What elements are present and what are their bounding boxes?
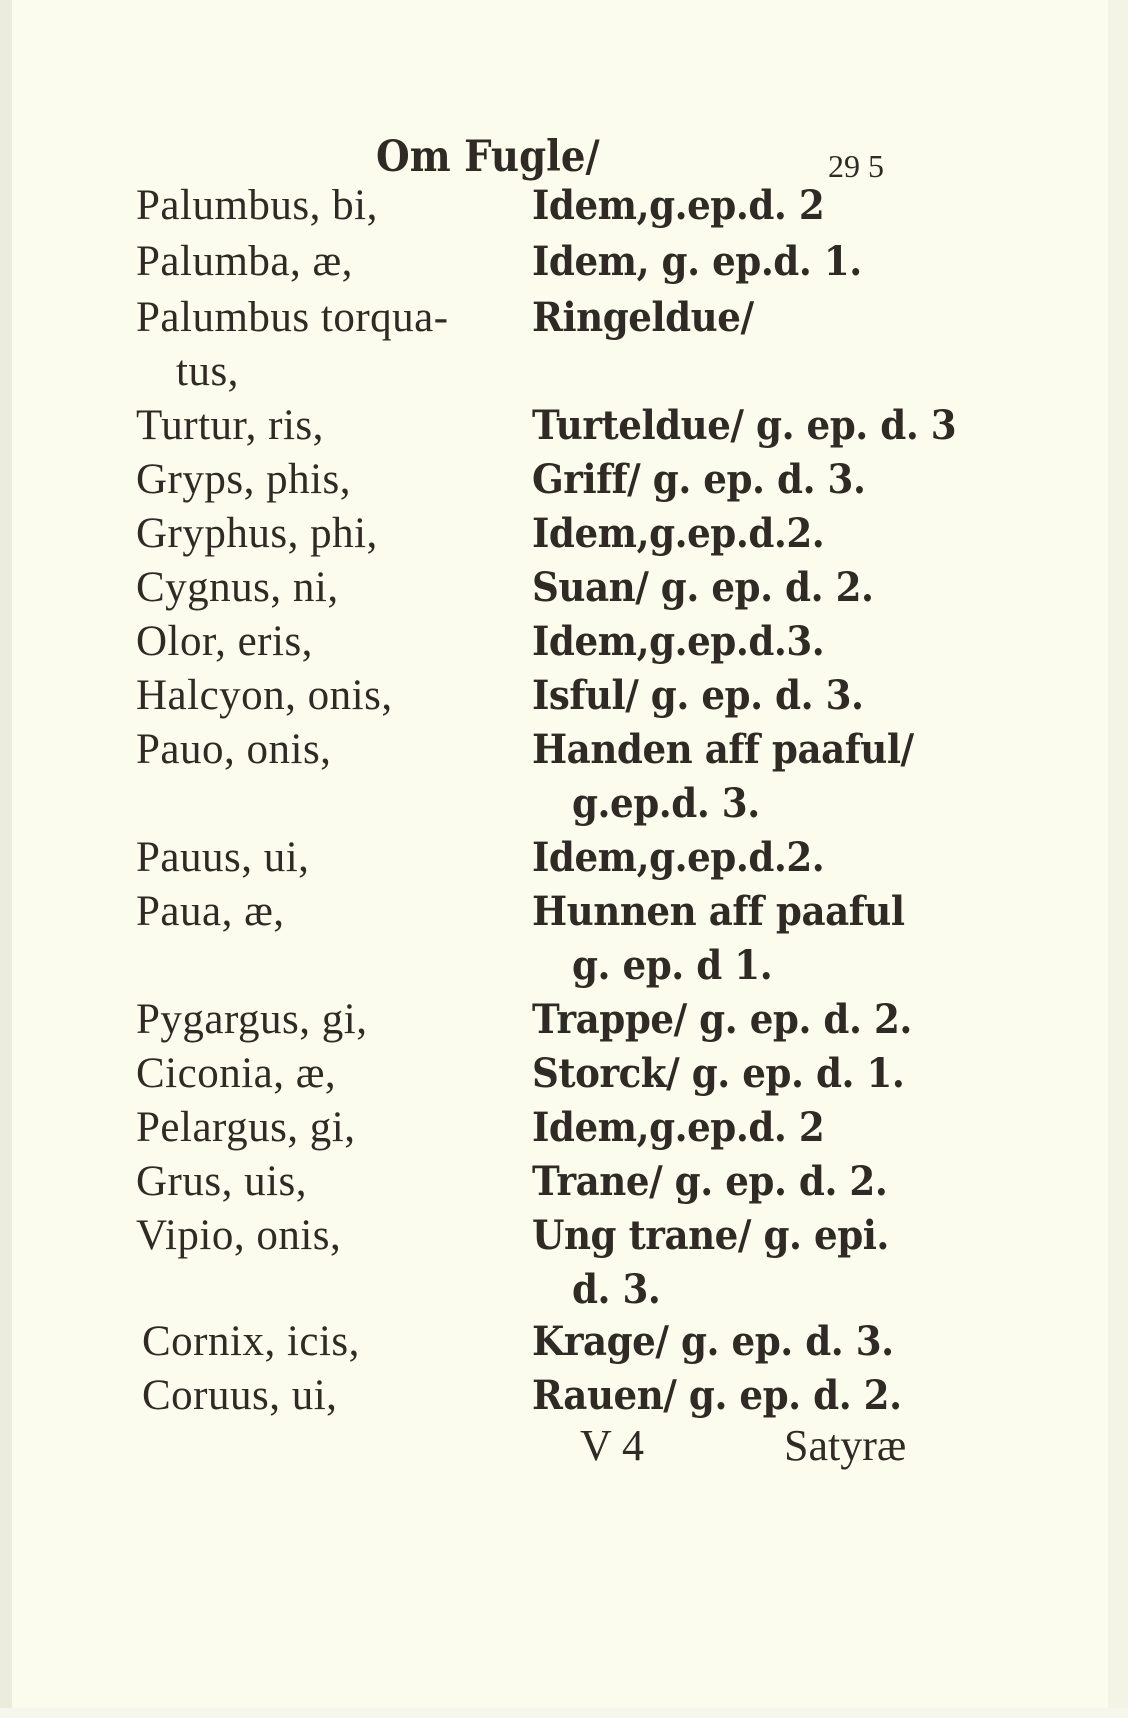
danish-gloss: Rauen/ g. ep. d. 2. [532,1372,902,1419]
danish-gloss: Idem,g.ep.d. 2 [532,182,825,229]
catchword: Satyræ [784,1421,907,1470]
latin-term: Coruus, ui, [142,1372,338,1419]
latin-term: Pygargus, gi, [136,996,368,1043]
danish-gloss: Handen aff paaful/ [532,726,914,773]
danish-gloss: Isful/ g. ep. d. 3. [532,672,864,719]
latin-term: Gryps, phis, [136,456,352,503]
danish-gloss: Idem, g. ep.d. 1. [532,238,862,285]
danish-gloss-continuation: g. ep. d 1. [572,942,773,989]
latin-term: Turtur, ris, [136,402,324,449]
danish-gloss: Hunnen aff paaful [532,888,905,935]
latin-term: Palumba, æ, [136,238,353,285]
latin-term: Cygnus, ni, [136,564,339,611]
danish-gloss: Idem,g.ep.d. 2 [532,1104,825,1151]
scan-left-edge [0,0,12,1718]
scan-right-edge [1108,0,1128,1718]
latin-term-continuation: tus, [176,348,239,395]
latin-term: Vipio, onis, [136,1212,342,1259]
danish-gloss: Suan/ g. ep. d. 2. [532,564,874,611]
danish-gloss: Trappe/ g. ep. d. 2. [532,996,912,1043]
danish-gloss: Trane/ g. ep. d. 2. [532,1158,888,1205]
danish-gloss: Krage/ g. ep. d. 3. [532,1318,894,1365]
page-number: 29 5 [828,148,884,184]
latin-term: Paua, æ, [136,888,285,935]
signature-mark: V 4 [580,1421,644,1470]
latin-term: Halcyon, onis, [136,672,393,719]
latin-term: Pauo, onis, [136,726,332,773]
danish-gloss-continuation: d. 3. [572,1266,661,1313]
latin-term: Pelargus, gi, [136,1104,356,1151]
latin-term: Palumbus, bi, [136,182,378,229]
danish-gloss: Storck/ g. ep. d. 1. [532,1050,905,1097]
danish-gloss: Ringeldue/ [532,294,754,341]
latin-term: Olor, eris, [136,618,313,665]
latin-term: Cornix, icis, [142,1318,360,1365]
latin-term: Grus, uis, [136,1158,308,1205]
latin-term: Palumbus torqua- [136,294,449,341]
danish-gloss: Idem,g.ep.d.2. [532,834,825,881]
danish-gloss-continuation: g.ep.d. 3. [572,780,760,827]
running-header: Om Fugle/ [376,132,600,182]
scan-bottom-edge [0,1708,1128,1718]
danish-gloss: Ung trane/ g. epi. [532,1212,889,1259]
book-page [12,0,1122,1712]
danish-gloss: Idem,g.ep.d.3. [532,618,825,665]
latin-term: Pauus, ui, [136,834,310,881]
danish-gloss: Griff/ g. ep. d. 3. [532,456,866,503]
danish-gloss: Turteldue/ g. ep. d. 3 [532,402,957,449]
latin-term: Ciconia, æ, [136,1050,337,1097]
danish-gloss: Idem,g.ep.d.2. [532,510,825,557]
latin-term: Gryphus, phi, [136,510,378,557]
